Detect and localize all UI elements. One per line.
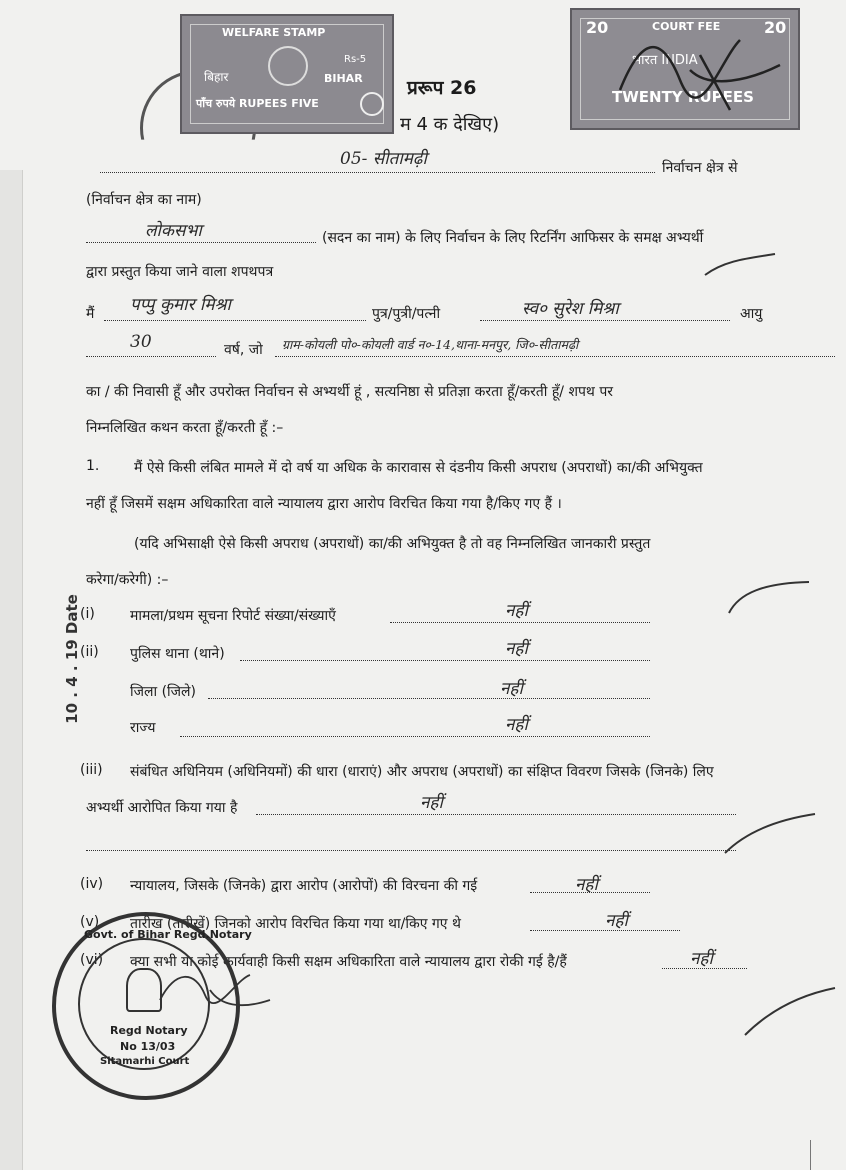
notary-seal-place: Sitamarhi Court <box>100 1056 190 1067</box>
item-iv-label: न्यायालय, जिसके (जिनके) द्वारा आरोप (आरोपों) की विरचना की गई <box>130 878 478 894</box>
welfare-stamp <box>180 14 394 134</box>
welfare-stamp-title: WELFARE STAMP <box>222 26 326 39</box>
court-fee-country: भारत INDIA <box>632 53 698 68</box>
notary-signature <box>150 960 280 1020</box>
constituency-label: निर्वाचन क्षेत्र से <box>662 160 738 176</box>
item-v-number: (v) <box>80 914 100 930</box>
margin-tick <box>700 250 780 280</box>
deponent-name: पप्पु कुमार मिश्रा <box>130 295 231 315</box>
item-iii-value: नहीं <box>420 793 443 813</box>
welfare-stamp-value: पाँच रुपये RUPEES FIVE <box>196 97 319 110</box>
item-i-label: मामला/प्रथम सूचना रिपोर्ट संख्या/संख्याएँ <box>130 608 336 624</box>
margin-date-note: 10 . 4 . 19 Date <box>63 594 81 724</box>
para1-line-2: नहीं हूँ जिसमें सक्षम अधिकारिता वाले न्यायालय द्वारा आरोप विरचित किया गया है/किए गए हैं । <box>86 496 562 512</box>
item-v-label: तारीख (तारीखें) जिनको आरोप विरचित किया गया था/किए गए थे <box>130 916 461 932</box>
court-fee-amount: TWENTY RUPEES <box>612 88 754 106</box>
item-vi-number: (vi) <box>80 952 104 968</box>
item-i-value: नहीं <box>505 601 528 621</box>
item-v-value: नहीं <box>605 911 628 931</box>
item-ii-value: नहीं <box>505 639 528 659</box>
rule-reference: म 4 क देखिए) <box>400 114 500 135</box>
notary-seal-reg: No 13/03 <box>120 1040 176 1053</box>
statement-line: निम्नलिखित कथन करता हूँ/करती हूँ :– <box>86 420 284 436</box>
form-title: प्ररूप 26 <box>407 77 477 99</box>
age-value: 30 <box>130 332 152 352</box>
notary-seal-ring-text: Govt. of Bihar Regd.Notary <box>84 928 252 941</box>
item-iii-line-2: अभ्यर्थी आरोपित किया गया है <box>86 800 238 816</box>
welfare-stamp-state-hi: बिहार <box>204 70 229 84</box>
state-label: राज्य <box>130 720 156 736</box>
para1-line-1: मैं ऐसे किसी लंबित मामले में दो वर्ष या अधिक के कारावास से दंडनीय किसी अपराध (अपराधों) का/की अभियुक्त <box>134 460 703 476</box>
item-iv-value: नहीं <box>575 875 598 895</box>
district-label: जिला (जिले) <box>130 684 197 700</box>
item-ii-label: पुलिस थाना (थाने) <box>130 646 225 662</box>
resident-line: का / की निवासी हूँ और उपरोक्त निर्वाचन से अभ्यर्थी हूं , सत्यनिष्ठा से प्रतिज्ञा करता हूँ/करती हूँ/ शपथ पर <box>86 384 614 400</box>
relation-label: पुत्र/पुत्री/पत्नी <box>372 306 441 322</box>
margin-tick-3 <box>720 808 820 858</box>
item-ii-number: (ii) <box>80 644 99 660</box>
court-fee-title: COURT FEE <box>652 20 721 33</box>
item-vi-value: नहीं <box>690 949 713 969</box>
state-value: नहीं <box>505 715 528 735</box>
para1-number: 1. <box>86 458 100 474</box>
item-iii-number: (iii) <box>80 762 103 778</box>
house-value: लोकसभा <box>145 221 202 241</box>
father-name: स्व० सुरेश मिश्रा <box>522 299 619 319</box>
item-iii-line-1: संबंधित अधिनियम (अधिनियमों) की धारा (धाराएं) और अपराध (अपराधों) का संक्षिप्त विवरण जिसके (जिनके) लिए <box>130 764 714 780</box>
deponent-prefix: मैं <box>86 306 95 322</box>
house-line-2: द्वारा प्रस्तुत किया जाने वाला शपथपत्र <box>86 264 274 280</box>
welfare-stamp-value-code: Rs-5 <box>344 54 367 65</box>
years-label: वर्ष, जो <box>224 342 263 358</box>
court-fee-value-left: 20 <box>586 18 609 37</box>
welfare-stamp-state-en: BIHAR <box>324 72 363 85</box>
constituency-name-label: (निर्वाचन क्षेत्र का नाम) <box>86 192 202 208</box>
notary-seal-title: Regd Notary <box>110 1024 188 1037</box>
item-i-number: (i) <box>80 606 95 622</box>
constituency-value: 05- सीतामढ़ी <box>340 149 427 169</box>
court-fee-value-right: 20 <box>764 18 787 37</box>
para2-line-1: (यदि अभिसाक्षी ऐसे किसी अपराध (अपराधों) का/की अभियुक्त है तो वह निम्नलिखित जानकारी प्रस्तुत <box>134 536 651 552</box>
margin-tick-4 <box>740 980 840 1040</box>
address-value: ग्राम-कोयली पो०-कोयली वार्ड न०-14,थाना-मनपुर, जि०-सीतामढ़ी <box>282 337 579 352</box>
emblem-icon <box>268 46 308 86</box>
district-value: नहीं <box>500 679 523 699</box>
house-line-1: (सदन का नाम) के लिए निर्वाचन के लिए रिटर्निंग आफिसर के समक्ष अभ्यर्थी <box>322 230 704 246</box>
wheel-icon <box>360 92 384 116</box>
item-iv-number: (iv) <box>80 876 104 892</box>
para2-line-2: करेगा/करेगी) :– <box>86 572 169 588</box>
item-vi-label: क्या सभी या कोई कार्यवाही किसी सक्षम अधिकारिता वाले न्यायालय द्वारा रोकी गई है/हैं <box>130 954 567 970</box>
age-label: आयु <box>740 306 763 322</box>
stamp-cancellation-signature <box>600 20 800 120</box>
page-fold-edge <box>0 170 23 1170</box>
margin-tick-2 <box>724 578 814 618</box>
